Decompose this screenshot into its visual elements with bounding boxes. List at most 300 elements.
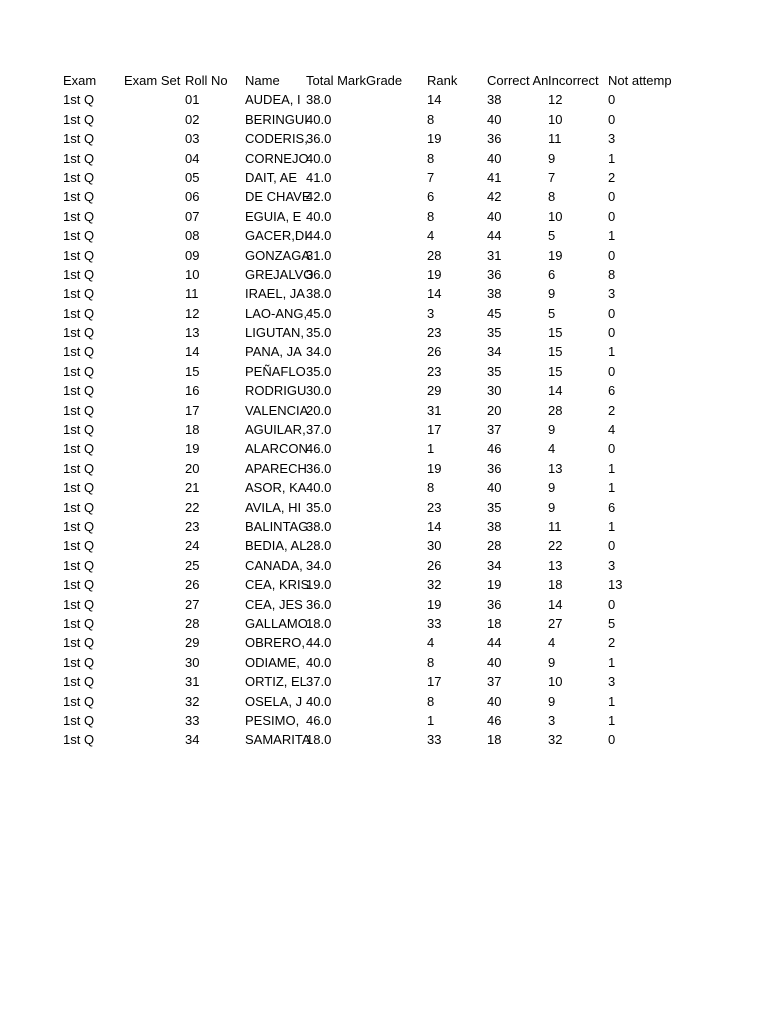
table-row xyxy=(63,342,673,361)
cell-exam: 1st Q xyxy=(63,402,95,418)
cell-incorrect: 4 xyxy=(548,441,556,457)
cell-exam: 1st Q xyxy=(63,247,95,263)
cell-name: GACER,DI xyxy=(245,228,308,244)
cell-total-mark: 44.0 xyxy=(306,635,332,651)
cell-exam: 1st Q xyxy=(63,693,95,709)
table-row xyxy=(63,478,673,497)
cell-name: IRAEL, JA xyxy=(245,286,305,302)
cell-roll-no: 29 xyxy=(185,635,200,651)
cell-grade xyxy=(366,110,426,129)
cell-correct: 40 xyxy=(487,111,502,127)
cell-exam: 1st Q xyxy=(63,615,95,631)
cell-name: DAIT, AE xyxy=(245,169,298,185)
cell-name: APARECH xyxy=(245,460,307,476)
table-row xyxy=(63,711,673,730)
cell-incorrect: 13 xyxy=(548,460,563,476)
header-roll-no: Roll No xyxy=(185,73,228,88)
cell-rank: 8 xyxy=(427,693,435,709)
cell-correct: 35 xyxy=(487,499,502,515)
header-row xyxy=(63,71,673,90)
cell-exam-set xyxy=(124,653,184,672)
cell-exam: 1st Q xyxy=(63,557,95,573)
cell-total-mark: 36.0 xyxy=(306,131,332,147)
cell-roll-no: 10 xyxy=(185,266,200,282)
cell-total-mark: 18.0 xyxy=(306,732,332,748)
cell-incorrect: 9 xyxy=(548,480,556,496)
cell-roll-no: 17 xyxy=(185,402,200,418)
cell-roll-no: 01 xyxy=(185,92,200,108)
cell-grade xyxy=(366,284,426,303)
cell-rank: 29 xyxy=(427,383,442,399)
cell-incorrect: 22 xyxy=(548,538,563,554)
cell-incorrect: 14 xyxy=(548,596,563,612)
cell-exam-set xyxy=(124,265,184,284)
cell-rank: 19 xyxy=(427,460,442,476)
cell-not-attempted: 2 xyxy=(608,635,616,651)
cell-exam-set xyxy=(124,711,184,730)
cell-exam-set xyxy=(124,187,184,206)
cell-not-attempted: 0 xyxy=(608,305,616,321)
cell-exam-set xyxy=(124,381,184,400)
cell-grade xyxy=(366,90,426,109)
cell-exam-set xyxy=(124,478,184,497)
cell-total-mark: 34.0 xyxy=(306,344,332,360)
cell-grade xyxy=(366,168,426,187)
cell-exam-set xyxy=(124,149,184,168)
cell-rank: 14 xyxy=(427,286,442,302)
cell-incorrect: 10 xyxy=(548,111,563,127)
table-row xyxy=(63,149,673,168)
cell-grade xyxy=(366,304,426,323)
cell-not-attempted: 2 xyxy=(608,402,616,418)
cell-incorrect: 27 xyxy=(548,615,563,631)
cell-correct: 30 xyxy=(487,383,502,399)
cell-rank: 14 xyxy=(427,518,442,534)
cell-not-attempted: 1 xyxy=(608,150,616,166)
cell-total-mark: 35.0 xyxy=(306,325,332,341)
cell-correct: 38 xyxy=(487,92,502,108)
cell-incorrect: 5 xyxy=(548,228,556,244)
cell-not-attempted: 0 xyxy=(608,325,616,341)
cell-not-attempted: 0 xyxy=(608,208,616,224)
cell-exam: 1st Q xyxy=(63,363,95,379)
cell-total-mark: 40.0 xyxy=(306,654,332,670)
cell-total-mark: 18.0 xyxy=(306,615,332,631)
cell-exam: 1st Q xyxy=(63,518,95,534)
cell-total-mark: 31.0 xyxy=(306,247,332,263)
cell-name: CEA, JES xyxy=(245,596,303,612)
table-row xyxy=(63,692,673,711)
cell-roll-no: 20 xyxy=(185,460,200,476)
cell-roll-no: 08 xyxy=(185,228,200,244)
cell-grade xyxy=(366,633,426,652)
cell-rank: 26 xyxy=(427,557,442,573)
table-row xyxy=(63,323,673,342)
cell-total-mark: 42.0 xyxy=(306,189,332,205)
cell-roll-no: 23 xyxy=(185,518,200,534)
cell-roll-no: 12 xyxy=(185,305,200,321)
cell-correct: 44 xyxy=(487,228,502,244)
cell-not-attempted: 13 xyxy=(608,577,623,593)
cell-exam-set xyxy=(124,595,184,614)
cell-not-attempted: 5 xyxy=(608,615,616,631)
cell-name: SAMARITA xyxy=(245,732,311,748)
cell-roll-no: 21 xyxy=(185,480,200,496)
cell-exam: 1st Q xyxy=(63,441,95,457)
cell-incorrect: 10 xyxy=(548,674,563,690)
cell-exam-set xyxy=(124,459,184,478)
cell-incorrect: 18 xyxy=(548,577,563,593)
cell-exam-set xyxy=(124,420,184,439)
cell-incorrect: 11 xyxy=(548,518,562,534)
header-exam-set: Exam Set xyxy=(124,73,181,88)
cell-total-mark: 40.0 xyxy=(306,693,332,709)
cell-roll-no: 16 xyxy=(185,383,200,399)
cell-exam-set xyxy=(124,575,184,594)
cell-exam: 1st Q xyxy=(63,325,95,341)
cell-roll-no: 34 xyxy=(185,732,200,748)
header-incorrect: Incorrect xyxy=(548,73,599,88)
cell-incorrect: 9 xyxy=(548,150,556,166)
cell-roll-no: 22 xyxy=(185,499,200,515)
cell-name: RODRIGU xyxy=(245,383,307,399)
cell-exam: 1st Q xyxy=(63,654,95,670)
cell-total-mark: 30.0 xyxy=(306,383,332,399)
cell-correct: 34 xyxy=(487,344,502,360)
cell-exam-set xyxy=(124,498,184,517)
cell-incorrect: 11 xyxy=(548,131,562,147)
cell-grade xyxy=(366,362,426,381)
cell-correct: 36 xyxy=(487,460,502,476)
cell-correct: 44 xyxy=(487,635,502,651)
cell-exam: 1st Q xyxy=(63,189,95,205)
cell-correct: 31 xyxy=(487,247,502,263)
cell-total-mark: 40.0 xyxy=(306,480,332,496)
cell-roll-no: 02 xyxy=(185,111,200,127)
cell-rank: 7 xyxy=(427,169,435,185)
cell-not-attempted: 3 xyxy=(608,131,616,147)
cell-exam-set xyxy=(124,323,184,342)
cell-exam-set xyxy=(124,672,184,691)
cell-exam-set xyxy=(124,342,184,361)
table-row xyxy=(63,517,673,536)
cell-roll-no: 06 xyxy=(185,189,200,205)
cell-grade xyxy=(366,614,426,633)
table-row xyxy=(63,381,673,400)
cell-roll-no: 15 xyxy=(185,363,200,379)
cell-incorrect: 28 xyxy=(548,402,563,418)
cell-grade xyxy=(366,420,426,439)
cell-exam: 1st Q xyxy=(63,674,95,690)
cell-name: EGUIA, E xyxy=(245,208,302,224)
cell-name: ODIAME, xyxy=(245,654,300,670)
cell-exam-set xyxy=(124,110,184,129)
cell-correct: 46 xyxy=(487,712,502,728)
cell-correct: 45 xyxy=(487,305,502,321)
cell-not-attempted: 6 xyxy=(608,383,616,399)
cell-roll-no: 09 xyxy=(185,247,200,263)
cell-exam-set xyxy=(124,168,184,187)
cell-exam-set xyxy=(124,556,184,575)
cell-exam: 1st Q xyxy=(63,305,95,321)
cell-rank: 14 xyxy=(427,92,442,108)
cell-not-attempted: 4 xyxy=(608,422,616,438)
cell-total-mark: 41.0 xyxy=(306,169,332,185)
cell-exam-set xyxy=(124,284,184,303)
cell-roll-no: 24 xyxy=(185,538,200,554)
cell-correct: 18 xyxy=(487,732,502,748)
cell-exam: 1st Q xyxy=(63,92,95,108)
cell-name: ORTIZ, EL xyxy=(245,674,307,690)
cell-roll-no: 04 xyxy=(185,150,200,166)
cell-roll-no: 28 xyxy=(185,615,200,631)
cell-incorrect: 10 xyxy=(548,208,563,224)
cell-name: PEÑAFLO xyxy=(245,363,306,379)
cell-exam-set xyxy=(124,439,184,458)
header-grade: Grade xyxy=(366,73,403,88)
cell-rank: 17 xyxy=(427,674,442,690)
cell-exam: 1st Q xyxy=(63,286,95,302)
cell-rank: 30 xyxy=(427,538,442,554)
cell-name: LIGUTAN, xyxy=(245,325,304,341)
cell-rank: 23 xyxy=(427,325,442,341)
cell-total-mark: 36.0 xyxy=(306,266,332,282)
table-row xyxy=(63,226,673,245)
cell-grade xyxy=(366,653,426,672)
cell-exam: 1st Q xyxy=(63,480,95,496)
cell-grade xyxy=(366,517,426,536)
header-correct: Correct An xyxy=(487,73,549,88)
cell-not-attempted: 0 xyxy=(608,247,616,263)
cell-correct: 28 xyxy=(487,538,502,554)
table-row xyxy=(63,498,673,517)
cell-exam-set xyxy=(124,226,184,245)
table-row xyxy=(63,439,673,458)
cell-correct: 38 xyxy=(487,518,502,534)
cell-correct: 34 xyxy=(487,557,502,573)
cell-not-attempted: 6 xyxy=(608,499,616,515)
cell-grade xyxy=(366,536,426,555)
cell-exam: 1st Q xyxy=(63,383,95,399)
cell-name: OBRERO, xyxy=(245,635,305,651)
cell-incorrect: 9 xyxy=(548,286,556,302)
cell-incorrect: 13 xyxy=(548,557,563,573)
cell-rank: 28 xyxy=(427,247,442,263)
cell-rank: 23 xyxy=(427,499,442,515)
cell-correct: 40 xyxy=(487,208,502,224)
cell-not-attempted: 3 xyxy=(608,674,616,690)
cell-exam: 1st Q xyxy=(63,499,95,515)
cell-rank: 4 xyxy=(427,635,435,651)
cell-roll-no: 03 xyxy=(185,131,200,147)
cell-total-mark: 36.0 xyxy=(306,460,332,476)
cell-correct: 37 xyxy=(487,674,502,690)
cell-exam: 1st Q xyxy=(63,577,95,593)
cell-correct: 38 xyxy=(487,286,502,302)
cell-rank: 19 xyxy=(427,131,442,147)
header-rank: Rank xyxy=(427,73,458,88)
cell-exam-set xyxy=(124,246,184,265)
cell-name: PANA, JA xyxy=(245,344,302,360)
table-row xyxy=(63,556,673,575)
cell-not-attempted: 0 xyxy=(608,732,616,748)
cell-incorrect: 19 xyxy=(548,247,563,263)
cell-not-attempted: 1 xyxy=(608,344,616,360)
cell-total-mark: 20.0 xyxy=(306,402,332,418)
cell-total-mark: 37.0 xyxy=(306,674,332,690)
cell-grade xyxy=(366,575,426,594)
cell-total-mark: 40.0 xyxy=(306,111,332,127)
cell-rank: 6 xyxy=(427,189,435,205)
cell-exam-set xyxy=(124,614,184,633)
cell-name: VALENCIA xyxy=(245,402,309,418)
cell-grade xyxy=(366,692,426,711)
table-row xyxy=(63,575,673,594)
cell-exam-set xyxy=(124,207,184,226)
cell-total-mark: 28.0 xyxy=(306,538,332,554)
cell-roll-no: 05 xyxy=(185,169,200,185)
table-row xyxy=(63,187,673,206)
cell-roll-no: 31 xyxy=(185,674,200,690)
cell-correct: 37 xyxy=(487,422,502,438)
cell-roll-no: 14 xyxy=(185,344,200,360)
cell-grade xyxy=(366,323,426,342)
cell-grade xyxy=(366,342,426,361)
cell-rank: 33 xyxy=(427,732,442,748)
cell-not-attempted: 1 xyxy=(608,228,616,244)
cell-incorrect: 7 xyxy=(548,169,556,185)
cell-exam: 1st Q xyxy=(63,208,95,224)
cell-correct: 42 xyxy=(487,189,502,205)
cell-total-mark: 38.0 xyxy=(306,92,332,108)
cell-exam: 1st Q xyxy=(63,150,95,166)
cell-correct: 35 xyxy=(487,363,502,379)
table-row xyxy=(63,595,673,614)
cell-incorrect: 15 xyxy=(548,344,563,360)
cell-total-mark: 46.0 xyxy=(306,712,332,728)
cell-total-mark: 36.0 xyxy=(306,596,332,612)
cell-not-attempted: 2 xyxy=(608,169,616,185)
cell-incorrect: 3 xyxy=(548,712,556,728)
table-row xyxy=(63,246,673,265)
cell-correct: 36 xyxy=(487,266,502,282)
table-row xyxy=(63,207,673,226)
cell-correct: 36 xyxy=(487,131,502,147)
cell-exam-set xyxy=(124,633,184,652)
cell-grade xyxy=(366,595,426,614)
cell-exam: 1st Q xyxy=(63,169,95,185)
cell-name: AVILA, HI xyxy=(245,499,302,515)
cell-grade xyxy=(366,498,426,517)
cell-not-attempted: 1 xyxy=(608,518,616,534)
table-row xyxy=(63,129,673,148)
cell-name: CANADA, xyxy=(245,557,303,573)
cell-grade xyxy=(366,439,426,458)
table-row xyxy=(63,614,673,633)
table-row xyxy=(63,420,673,439)
cell-grade xyxy=(366,401,426,420)
table-row xyxy=(63,284,673,303)
table-row xyxy=(63,90,673,109)
cell-exam-set xyxy=(124,536,184,555)
cell-roll-no: 32 xyxy=(185,693,200,709)
cell-not-attempted: 0 xyxy=(608,596,616,612)
cell-rank: 4 xyxy=(427,228,435,244)
cell-incorrect: 9 xyxy=(548,499,556,515)
cell-name: BALINTAG xyxy=(245,518,309,534)
cell-exam: 1st Q xyxy=(63,538,95,554)
cell-total-mark: 40.0 xyxy=(306,208,332,224)
table-body xyxy=(63,90,673,749)
cell-not-attempted: 1 xyxy=(608,693,616,709)
cell-rank: 23 xyxy=(427,363,442,379)
cell-roll-no: 27 xyxy=(185,596,200,612)
cell-incorrect: 15 xyxy=(548,325,563,341)
header-not-attempted: Not attemp xyxy=(608,73,672,88)
cell-rank: 26 xyxy=(427,344,442,360)
cell-grade xyxy=(366,711,426,730)
cell-incorrect: 9 xyxy=(548,422,556,438)
cell-not-attempted: 1 xyxy=(608,480,616,496)
cell-exam: 1st Q xyxy=(63,228,95,244)
cell-total-mark: 38.0 xyxy=(306,286,332,302)
cell-correct: 40 xyxy=(487,693,502,709)
cell-grade xyxy=(366,672,426,691)
cell-exam: 1st Q xyxy=(63,635,95,651)
cell-rank: 8 xyxy=(427,111,435,127)
cell-grade xyxy=(366,246,426,265)
cell-correct: 36 xyxy=(487,596,502,612)
cell-exam-set xyxy=(124,90,184,109)
cell-correct: 35 xyxy=(487,325,502,341)
cell-grade xyxy=(366,459,426,478)
cell-roll-no: 18 xyxy=(185,422,200,438)
cell-roll-no: 19 xyxy=(185,441,200,457)
cell-name: AGUILAR, xyxy=(245,422,306,438)
cell-rank: 33 xyxy=(427,615,442,631)
cell-not-attempted: 3 xyxy=(608,286,616,302)
cell-roll-no: 25 xyxy=(185,557,200,573)
cell-incorrect: 9 xyxy=(548,654,556,670)
cell-grade xyxy=(366,187,426,206)
cell-incorrect: 5 xyxy=(548,305,556,321)
table-row xyxy=(63,110,673,129)
cell-exam: 1st Q xyxy=(63,732,95,748)
cell-name: ALARCON xyxy=(245,441,308,457)
cell-rank: 8 xyxy=(427,654,435,670)
cell-not-attempted: 3 xyxy=(608,557,616,573)
cell-name: DE CHAVE xyxy=(245,189,311,205)
cell-name: PESIMO, xyxy=(245,712,300,728)
cell-rank: 8 xyxy=(427,208,435,224)
header-total-mark: Total Mark xyxy=(306,73,366,88)
cell-correct: 20 xyxy=(487,402,502,418)
table-row xyxy=(63,304,673,323)
cell-grade xyxy=(366,149,426,168)
cell-grade xyxy=(366,129,426,148)
cell-correct: 41 xyxy=(487,169,502,185)
cell-incorrect: 32 xyxy=(548,732,563,748)
cell-roll-no: 07 xyxy=(185,208,200,224)
cell-correct: 46 xyxy=(487,441,502,457)
cell-total-mark: 19.0 xyxy=(306,577,332,593)
cell-incorrect: 4 xyxy=(548,635,556,651)
cell-exam-set xyxy=(124,517,184,536)
cell-rank: 3 xyxy=(427,305,435,321)
table-row xyxy=(63,536,673,555)
cell-not-attempted: 0 xyxy=(608,189,616,205)
cell-exam-set xyxy=(124,304,184,323)
